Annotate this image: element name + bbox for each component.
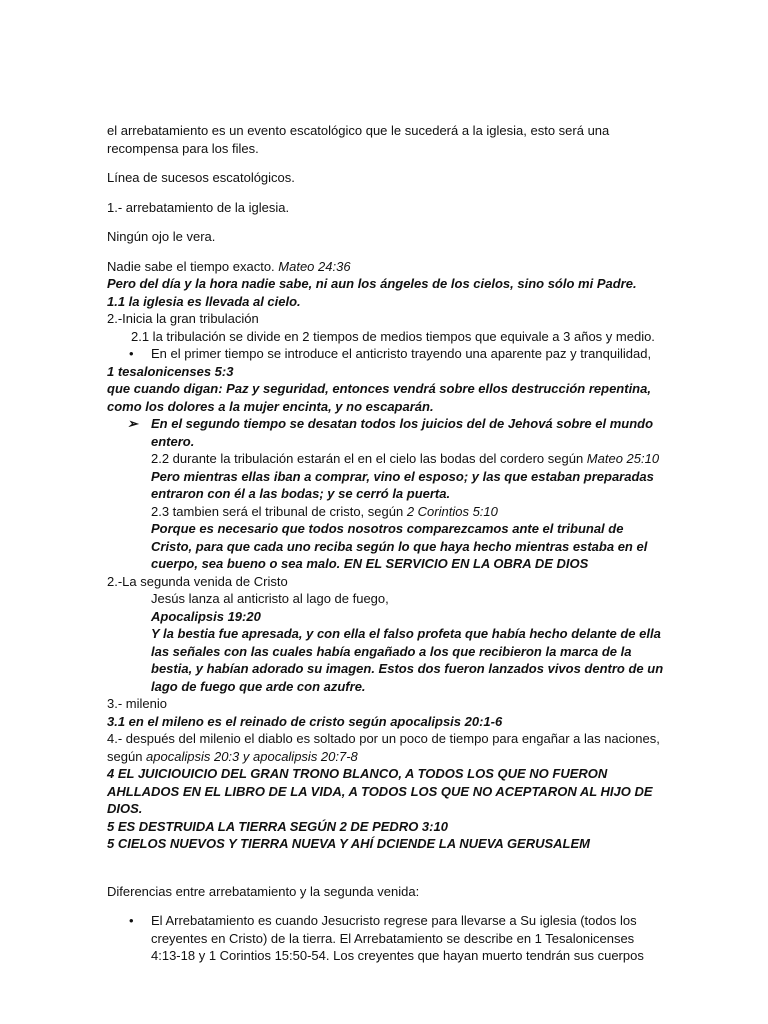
bullet-rapture xyxy=(107,912,667,965)
arrow-second-time-text: En el segundo tiempo se desatan todos los juicios del de Jehová sobre el mundo entero. xyxy=(151,416,654,449)
jesus-line: Jesús lanza al anticristo al lago de fuego, xyxy=(151,591,389,606)
bullet-icon: • xyxy=(129,346,134,361)
mateo-verse: Pero del día y la hora nadie sabe, ni aun los ángeles de los cielos, sino sólo mi Padre. xyxy=(107,276,637,291)
bullet-icon: • xyxy=(129,913,134,928)
bullet-rapture-text: El Arrebatamiento es cuando Jesucristo regrese para llevarse a Su iglesia (todos los creyentes en Cristo) de la tierra. El Arrebatamiento se describe en 1 Tesalonicenses 4:13-18 y 1 Corintios 15:50-54. Los creyentes que hayan muerto tendrán sus cuerpos xyxy=(151,913,644,963)
item-2: 2.-Inicia la gran tribulación xyxy=(107,311,259,326)
bullet-first-time xyxy=(107,345,667,363)
item-5-new-heavens: 5 CIELOS NUEVOS Y TIERRA NUEVA Y AHÍ DCIENDE LA NUEVA GERUSALEM xyxy=(107,836,590,851)
nobody-knows-text: Nadie sabe el tiempo exacto. xyxy=(107,258,275,274)
apocalipsis-verse: Y la bestia fue apresada, y con ella el falso profeta que había hecho delante de ella las señales con las cuales había engañado a los que recibieron la marca de la bestia, y habían adorado su imagen. Estos dos fueron lanzados vivos dentro de un lago de fuego que arde con azufre. xyxy=(151,626,664,694)
intro-paragraph: el arrebatamiento es un evento escatológico que le sucederá a la iglesia, esto será una recompensa para los files. xyxy=(107,123,610,156)
apocalipsis-19-20-ref: Apocalipsis 19:20 xyxy=(151,608,261,624)
corintios-5-10-ref: 2 Corintios 5:10 xyxy=(406,503,498,519)
item-2-3-text: 2.3 tambien será el tribunal de cristo, según xyxy=(151,503,404,519)
item-2-2 xyxy=(107,450,667,468)
item-5-destroyed: 5 ES DESTRUIDA LA TIERRA SEGÚN 2 DE PEDRO 3:10 xyxy=(107,818,448,834)
arrow-bullet-icon: ➢ xyxy=(127,416,138,431)
document-body xyxy=(107,122,667,965)
item-4-judgment: 4 EL JUICIOUICIO DEL GRAN TRONO BLANCO, A TODOS LOS QUE NO FUERON AHLLADOS EN EL LIBRO DE LA VIDA, A TODOS LOS QUE NO ACEPTARON AL HIJO DE DIOS. xyxy=(107,766,653,816)
second-coming-heading: 2.-La segunda venida de Cristo xyxy=(107,573,288,589)
tesalonicenses-ref: 1 tesalonicenses 5:3 xyxy=(107,363,234,379)
item-2-1: 2.1 la tribulación se divide en 2 tiempos de medios tiempos que equivale a 3 años y medio. xyxy=(131,328,655,344)
item-3-1: 3.1 en el mileno es el reinado de cristo según apocalipsis 20:1-6 xyxy=(107,713,503,729)
item-4 xyxy=(107,730,667,765)
item-1: 1.- arrebatamiento de la iglesia. xyxy=(107,199,290,215)
mateo-25-10-ref: Mateo 25:10 xyxy=(586,451,660,466)
arrow-second-time xyxy=(107,415,667,450)
differences-heading: Diferencias entre arrebatamiento y la segunda venida: xyxy=(107,883,420,899)
apocalipsis-20-ref: apocalipsis 20:3 y apocalipsis 20:7-8 xyxy=(146,748,358,764)
item-3: 3.- milenio xyxy=(107,696,167,711)
mateo-25-verse: Pero mientras ellas iban a comprar, vino el esposo; y las que estaban preparadas entraron con él a las bodas; y se cerró la puerta. xyxy=(151,468,654,501)
no-eye-line: Ningún ojo le vera. xyxy=(107,229,216,244)
item-2-2-text: 2.2 durante la tribulación estarán el en el cielo las bodas del cordero según xyxy=(151,451,584,466)
item-4-text: 4.- después del milenio el diablo es soltado por un poco de tiempo para engañar a las naciones, según xyxy=(107,731,660,764)
item-2-3 xyxy=(107,503,667,521)
item-1-1: 1.1 la iglesia es llevada al cielo. xyxy=(107,293,301,309)
corintios-verse: Porque es necesario que todos nosotros comparezcamos ante el tribunal de Cristo, para que cada uno reciba según lo que haya hecho mientras estaba en el cuerpo, sea bueno o sea malo. EN EL SERVICIO EN LA OBRA DE DIOS xyxy=(151,521,648,571)
tesalonicenses-verse: que cuando digan: Paz y seguridad, entonces vendrá sobre ellos destrucción repentina, como los dolores a la mujer encinta, y no escaparán. xyxy=(107,381,651,414)
bullet-first-time-text: En el primer tiempo se introduce el anticristo trayendo una aparente paz y tranquilidad, xyxy=(151,346,652,361)
timeline-heading: Línea de sucesos escatológicos. xyxy=(107,170,295,185)
mateo-24-36-ref: Mateo 24:36 xyxy=(278,258,351,274)
nobody-knows-line xyxy=(107,258,667,276)
